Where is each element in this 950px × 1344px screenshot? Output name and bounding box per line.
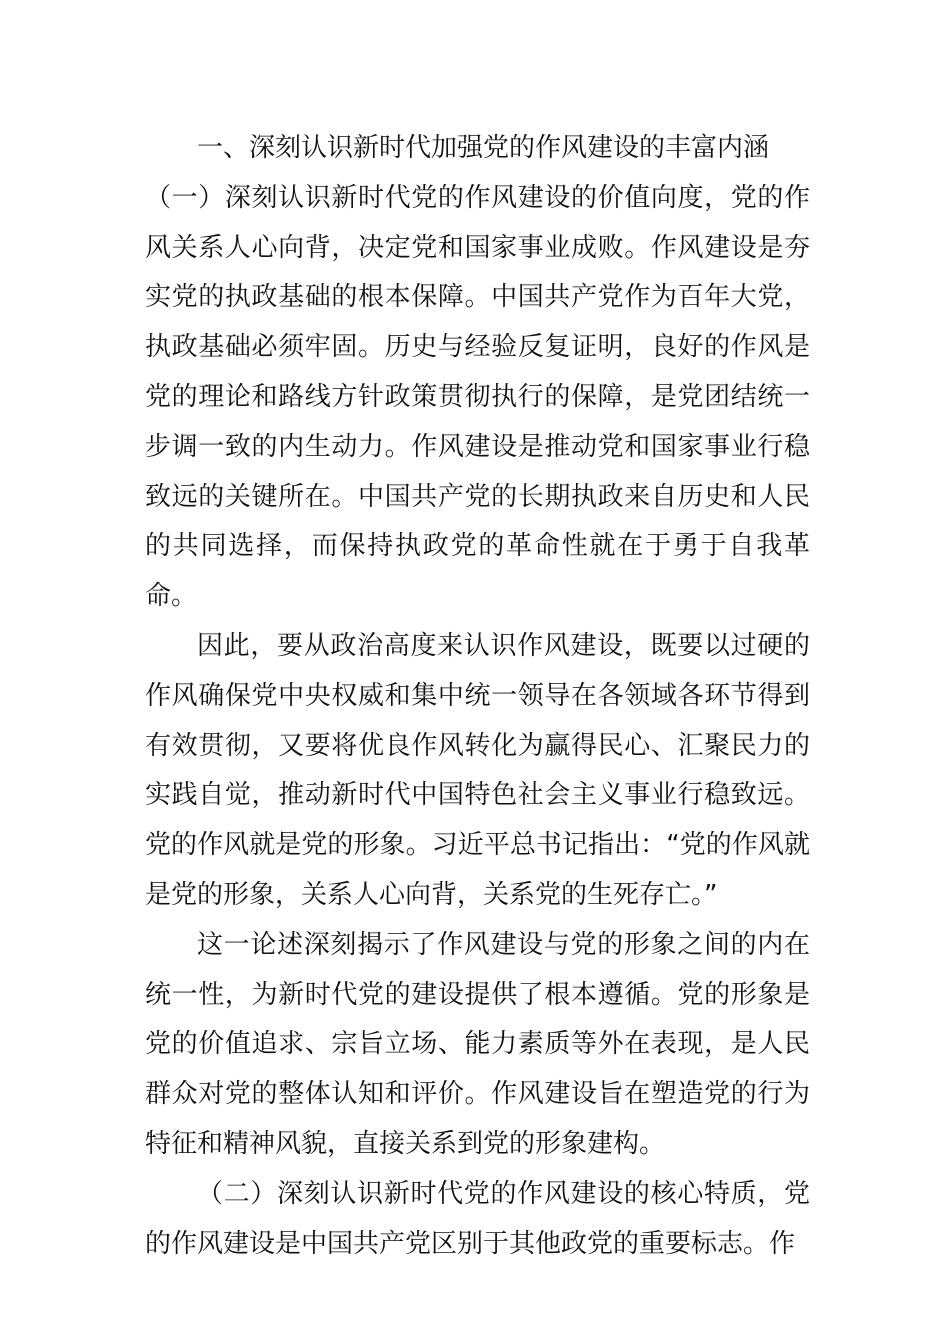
- section-heading: 一、深刻认识新时代加强党的作风建设的丰富内涵: [197, 133, 770, 163]
- paragraph-1: （一）深刻认识新时代党的作风建设的价值向度，党的作风关系人心向背，决定党和国家事业成败。作风建设是夯实党的执政基础的根本保障。中国共产党作为百年大党，执政基础必须牢固。历史与经验反复证明，良好的作风是党的理论和路线方针政策贯彻执行的保障，是党团结统一步调一致的内生动力。作风建设是推动党和国家事业行稳致远的关键所在。中国共产党的长期执政来自历史和人民的共同选择，而保持执政党的革命性就在于勇于自我革命。: [145, 182, 810, 612]
- paragraph-4: （二）深刻认识新时代党的作风建设的核心特质，党的作风建设是中国共产党区别于其他政党的重要标志。作: [145, 1178, 810, 1259]
- paragraph-3: 这一论述深刻揭示了作风建设与党的形象之间的内在统一性，为新时代党的建设提供了根本遵循。党的形象是党的价值追求、宗旨立场、能力素质等外在表现，是人民群众对党的整体认知和评价。作风建设旨在塑造党的行为特征和精神风貌，直接关系到党的形象建构。: [145, 929, 810, 1159]
- document-body: [145, 124, 810, 1269]
- paragraph-2: 因此，要从政治高度来认识作风建设，既要以过硬的作风确保党中央权威和集中统一领导在各领域各环节得到有效贯彻，又要将优良作风转化为赢得民心、汇聚民力的实践自觉，推动新时代中国特色社会主义事业行稳致远。党的作风就是党的形象。习近平总书记指出：“党的作风就是党的形象，关系人心向背，关系党的生死存亡。”: [145, 630, 810, 910]
